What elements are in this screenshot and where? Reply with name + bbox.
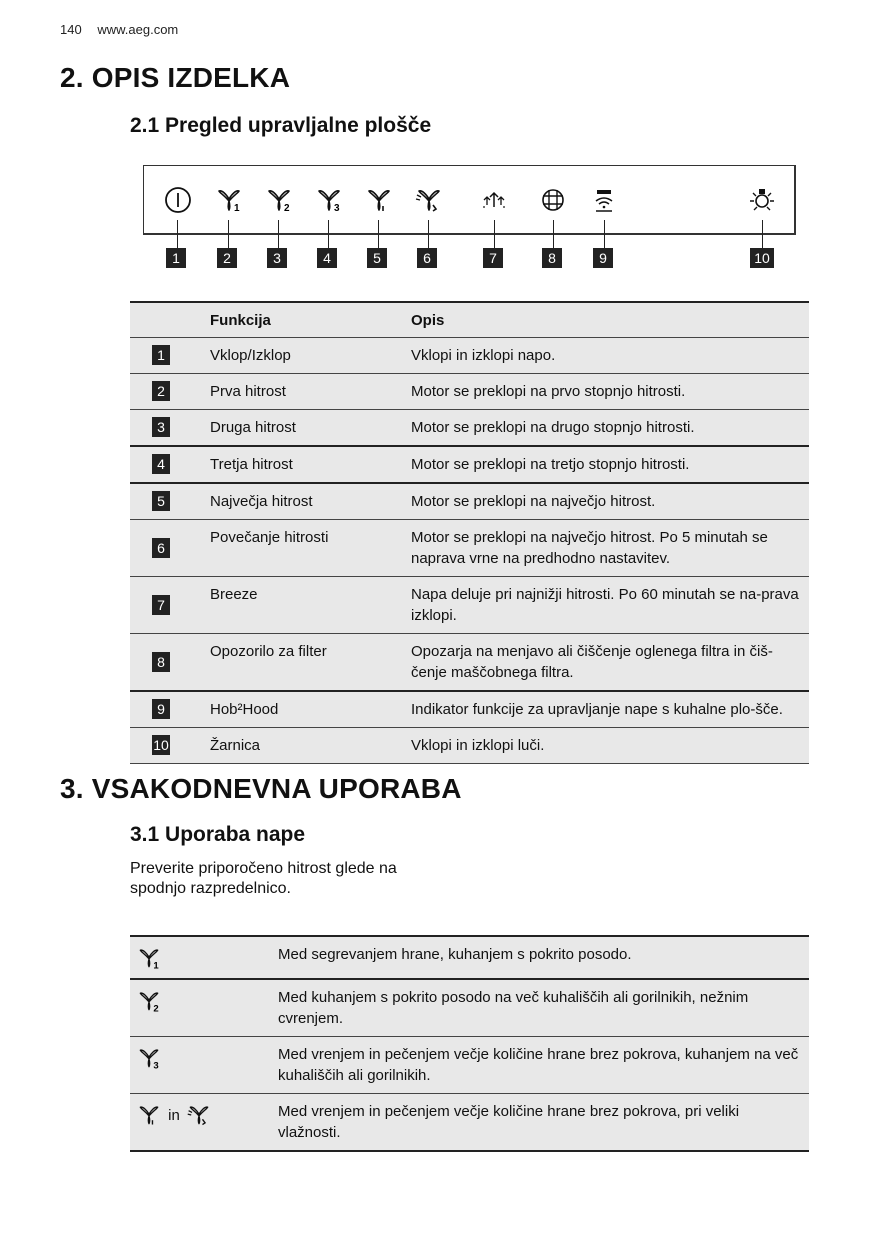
function-description: Motor se preklopi na prvo stopnjo hitrosti. — [405, 374, 809, 410]
function-description: Vklopi in izklopi luči. — [405, 728, 809, 764]
svg-text:3: 3 — [153, 1060, 159, 1071]
row-number: 10 — [153, 737, 169, 753]
row-number: 3 — [152, 417, 170, 437]
fan-max-icon[interactable] — [362, 183, 396, 217]
svg-text:2: 2 — [284, 203, 290, 214]
callout-badge: 1 — [166, 248, 186, 268]
svg-text:2: 2 — [153, 1003, 159, 1014]
function-description: Motor se preklopi na največjo hitrost. — [405, 483, 809, 520]
function-description: Vklopi in izklopi napo. — [405, 338, 809, 374]
row-number: 9 — [152, 699, 170, 719]
callout-badge: 4 — [317, 248, 337, 268]
row-number: 8 — [152, 652, 170, 672]
function-name: Opozorilo za filter — [204, 634, 405, 692]
row-number: 6 — [152, 538, 170, 558]
table-row — [130, 634, 809, 692]
breeze-icon[interactable] — [477, 183, 511, 217]
fan-speed-3-icon[interactable] — [312, 183, 346, 217]
function-description: Opozarja na menjavo ali čiščenje oglenega filtra in čiš-čenje maščobnega filtra. — [405, 634, 809, 692]
intro-paragraph: Preverite priporočeno hitrost glede na spodnjo razpredelnico. — [130, 860, 397, 897]
filter-grid-icon[interactable] — [536, 183, 570, 217]
usage-text: Med vrenjem in pečenjem večje količine hrane brez pokrova, kuhanjem na več kuhališčih ali gorilnikih. — [272, 1037, 809, 1094]
functions-table — [130, 301, 809, 764]
fan-max-icon — [136, 1102, 162, 1128]
row-number: 5 — [152, 491, 170, 511]
function-name: Hob²Hood — [204, 691, 405, 728]
hob2hood-icon[interactable] — [587, 183, 621, 217]
website: www.aeg.com — [97, 22, 179, 37]
function-name: Žarnica — [204, 728, 405, 764]
leader-line — [553, 220, 554, 248]
callout-badge: 5 — [367, 248, 387, 268]
leader-line — [378, 220, 379, 248]
callout-badge: 9 — [593, 248, 613, 268]
callout-badge: 10 — [750, 248, 774, 268]
table-row — [130, 410, 809, 447]
fan-speed-1-icon[interactable] — [212, 183, 246, 217]
callout-badge: 3 — [267, 248, 287, 268]
section-3-1-title: 3.1 Uporaba nape — [130, 823, 306, 846]
function-name: Vklop/Izklop — [204, 338, 405, 374]
usage-text: Med segrevanjem hrane, kuhanjem s pokrito posodo. — [272, 936, 809, 979]
leader-line — [328, 220, 329, 248]
leader-line — [177, 220, 178, 248]
usage-text: Med kuhanjem s pokrito posodo na več kuhališčih ali gorilnikih, nežnim cvrenjem. — [272, 979, 809, 1037]
fan-boost-icon[interactable] — [412, 183, 446, 217]
callout-badge: 7 — [483, 248, 503, 268]
table-row — [130, 577, 809, 634]
svg-text:3: 3 — [334, 203, 340, 214]
section-2-1-title: 2.1 Pregled upravljalne plošče — [130, 114, 432, 137]
page-number: 140 — [60, 22, 82, 37]
function-name: Druga hitrost — [204, 410, 405, 447]
leader-line — [762, 220, 763, 248]
function-description: Motor se preklopi na največjo hitrost. Po 5 minutah se naprava vrne na predhodno nastavitev. — [405, 520, 809, 577]
leader-line — [278, 220, 279, 248]
table-header-function: Funkcija — [204, 302, 405, 338]
row-number: 4 — [152, 454, 170, 474]
table-row — [130, 446, 809, 483]
callout-badge: 2 — [217, 248, 237, 268]
function-name: Največja hitrost — [204, 483, 405, 520]
function-description: Napa deluje pri najnižji hitrosti. Po 60 minutah se na-prava izklopi. — [405, 577, 809, 634]
function-description: Motor se preklopi na drugo stopnjo hitrosti. — [405, 410, 809, 447]
table-row — [130, 691, 809, 728]
table-row — [130, 374, 809, 410]
row-number: 1 — [152, 345, 170, 365]
table-row — [130, 936, 809, 979]
fan-speed-1-icon — [136, 945, 162, 971]
power-icon[interactable] — [161, 183, 195, 217]
usage-table — [130, 935, 809, 1152]
leader-line — [494, 220, 495, 248]
function-name: Prva hitrost — [204, 374, 405, 410]
row-number: 7 — [152, 595, 170, 615]
function-name: Povečanje hitrosti — [204, 520, 405, 577]
usage-text: Med vrenjem in pečenjem večje količine hrane brez pokrova, pri veliki vlažnosti. — [272, 1094, 809, 1152]
function-description: Indikator funkcije za upravljanje nape s kuhalne plo-šče. — [405, 691, 809, 728]
table-row — [130, 520, 809, 577]
leader-line — [604, 220, 605, 248]
svg-text:1: 1 — [234, 203, 240, 214]
fan-speed-2-icon[interactable] — [262, 183, 296, 217]
table-row — [130, 1094, 809, 1152]
callout-badge: 8 — [542, 248, 562, 268]
fan-boost-icon — [186, 1102, 212, 1128]
leader-line — [428, 220, 429, 248]
light-bulb-icon[interactable] — [745, 183, 779, 217]
function-description: Motor se preklopi na tretjo stopnjo hitrosti. — [405, 446, 809, 483]
section-3-title: 3. VSAKODNEVNA UPORABA — [60, 773, 462, 804]
joiner-word: in — [168, 1106, 180, 1124]
table-row — [130, 483, 809, 520]
table-row — [130, 728, 809, 764]
table-header-cell — [130, 302, 204, 338]
callout-badge: 6 — [417, 248, 437, 268]
table-row — [130, 979, 809, 1037]
fan-speed-3-icon — [136, 1045, 162, 1071]
row-number: 2 — [152, 381, 170, 401]
table-row — [130, 1037, 809, 1094]
svg-text:1: 1 — [153, 960, 159, 971]
function-name: Breeze — [204, 577, 405, 634]
section-2-title: 2. OPIS IZDELKA — [60, 62, 291, 93]
table-row — [130, 338, 809, 374]
function-name: Tretja hitrost — [204, 446, 405, 483]
table-header-description: Opis — [405, 302, 809, 338]
page-header — [60, 22, 190, 37]
fan-speed-2-icon — [136, 988, 162, 1014]
leader-line — [228, 220, 229, 248]
